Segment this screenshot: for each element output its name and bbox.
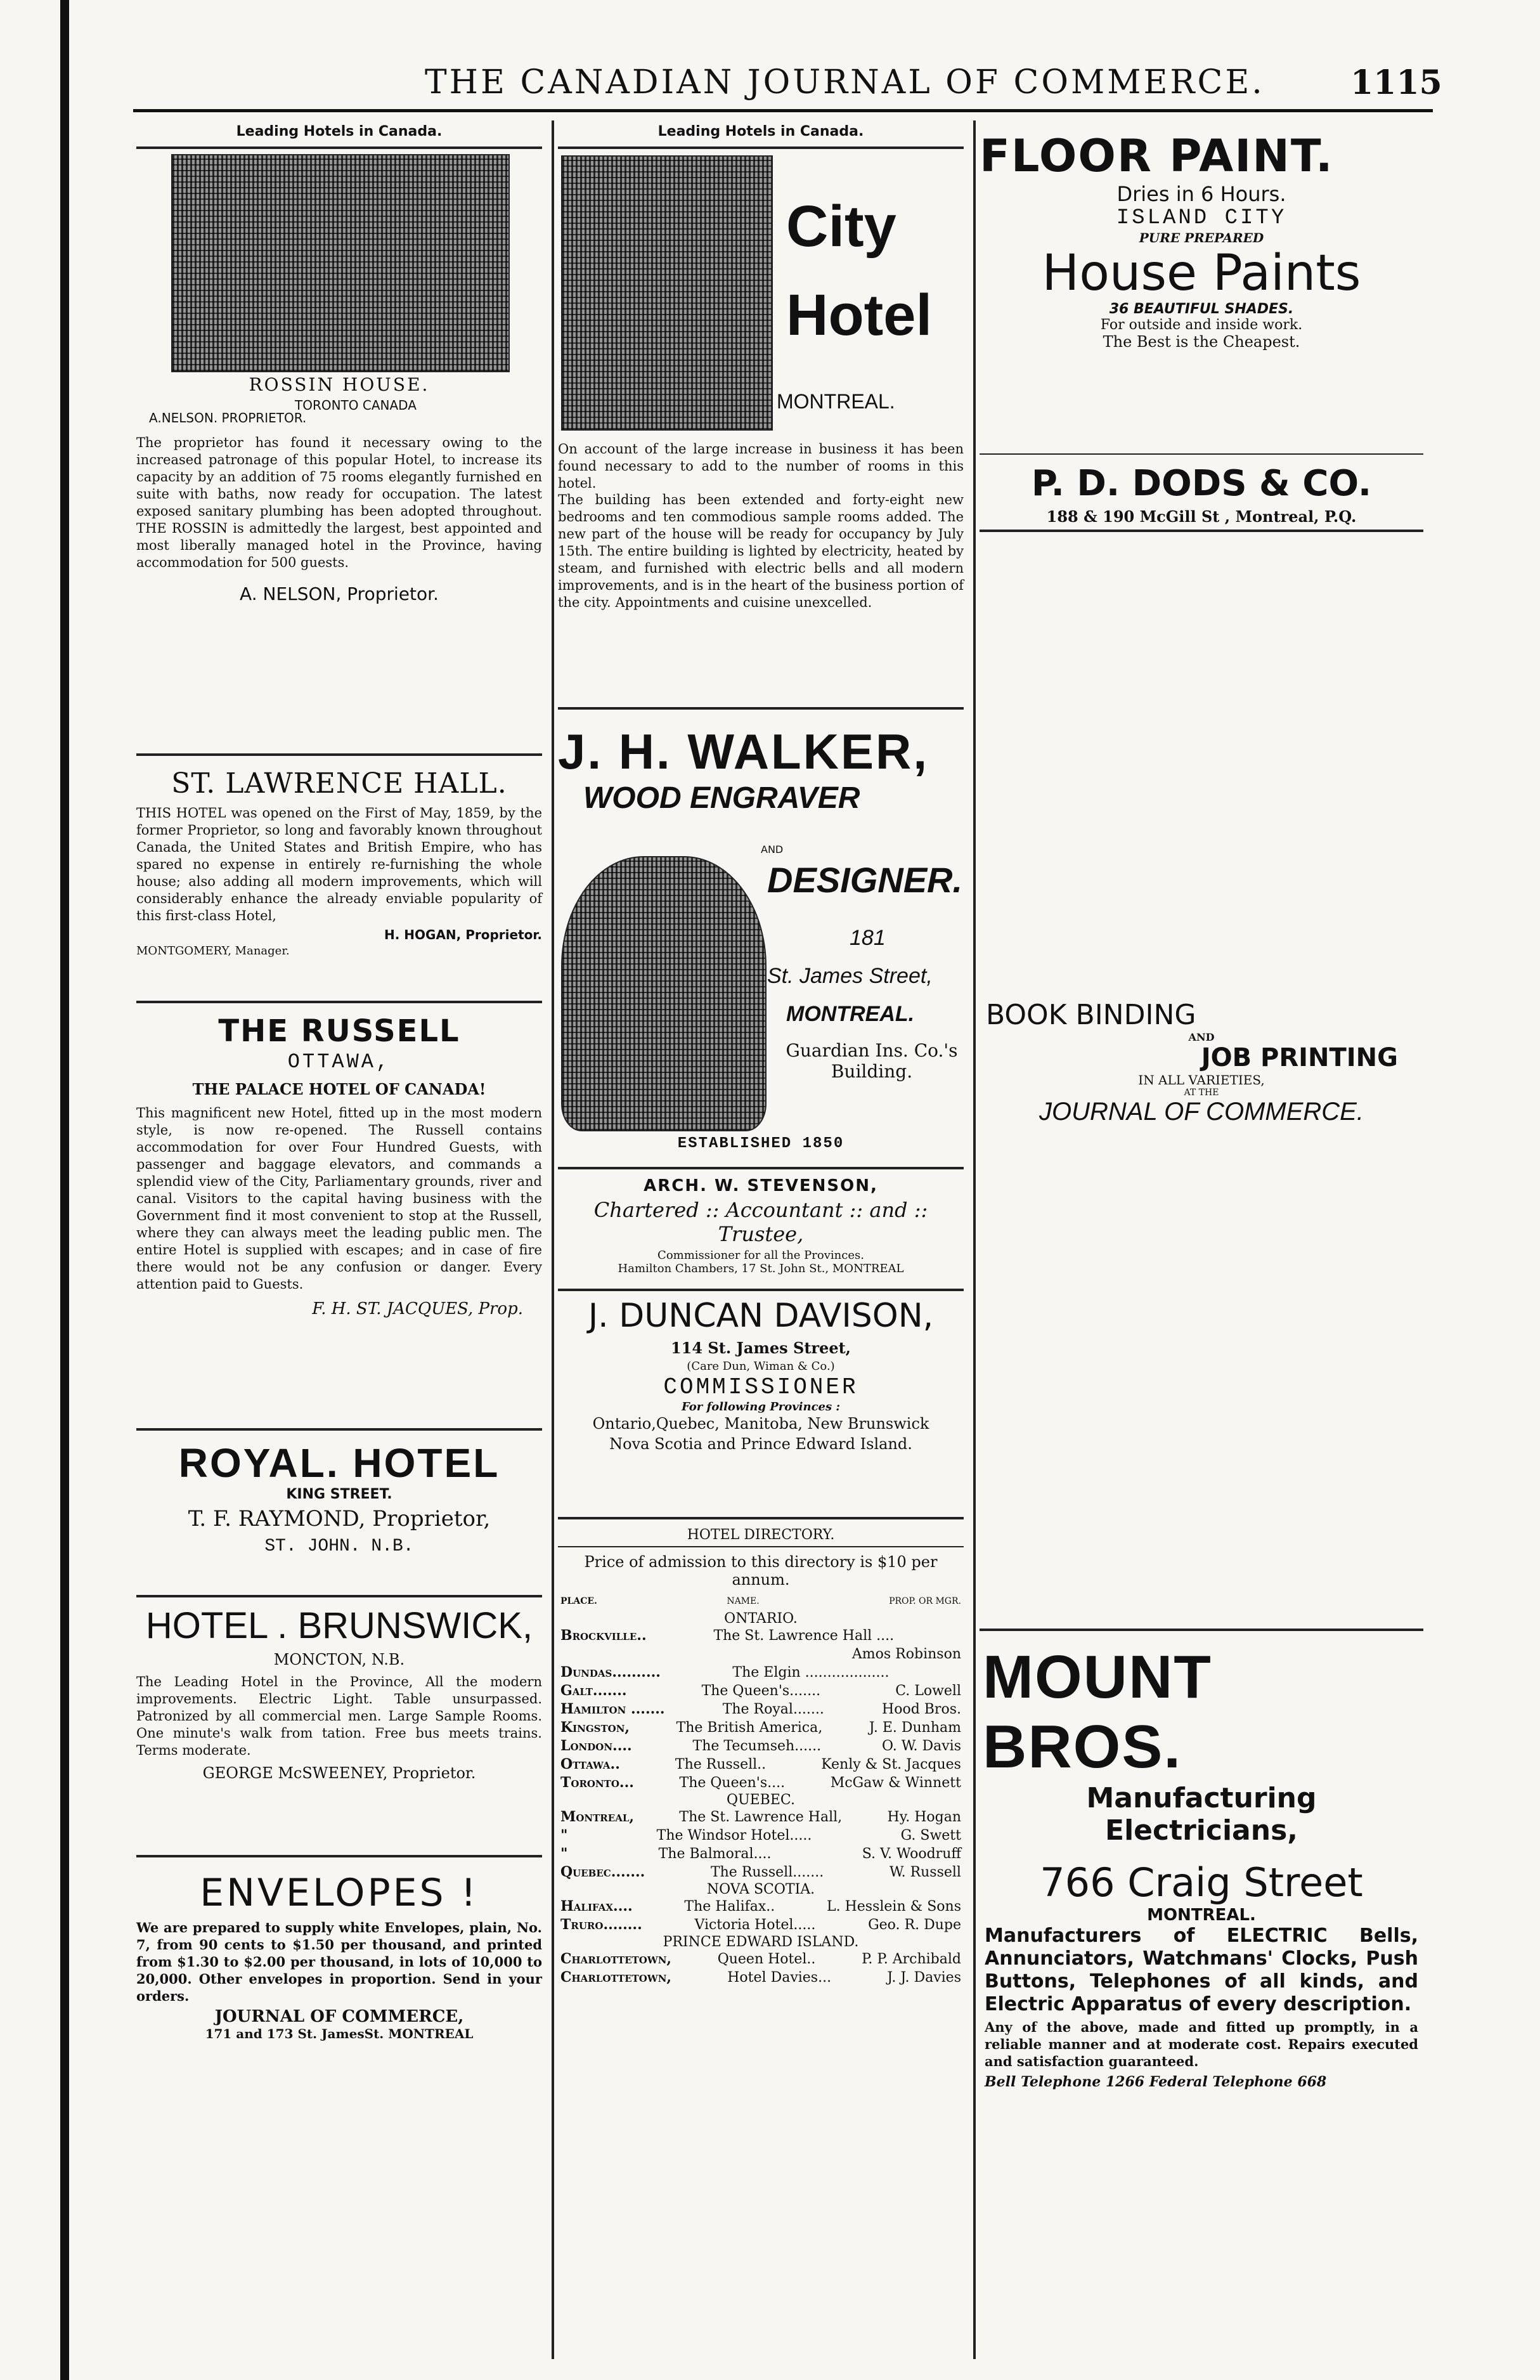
hotel-name-city: City bbox=[786, 194, 896, 259]
directory-cell: The Russell.. bbox=[675, 1757, 767, 1772]
directory-row bbox=[560, 1897, 961, 1916]
scan-edge bbox=[60, 0, 69, 2380]
hotel-street: KING STREET. bbox=[286, 1486, 392, 1502]
directory-cell: Hotel Davies... bbox=[727, 1970, 832, 1986]
section-heading: Leading Hotels in Canada. bbox=[236, 124, 443, 140]
engraver-trade-1: WOOD ENGRAVER bbox=[583, 781, 860, 815]
commissioner-title: COMMISSIONER bbox=[663, 1374, 858, 1400]
directory-cell: The Elgin ................... bbox=[732, 1665, 890, 1681]
directory-cell: The Halifax.. bbox=[684, 1899, 775, 1915]
directory-cell: Brockville.. bbox=[560, 1627, 647, 1644]
established: ESTABLISHED 1850 bbox=[677, 1135, 844, 1152]
shades: 36 BEAUTIFUL SHADES. bbox=[1109, 301, 1294, 317]
directory-cell: Charlottetown, bbox=[560, 1951, 672, 1967]
telephone-numbers: Bell Telephone 1266 Federal Telephone 668 bbox=[985, 2074, 1327, 2090]
st-lawrence-hall-ad bbox=[136, 767, 542, 959]
hotel-city: OTTAWA, bbox=[287, 1050, 391, 1074]
st-lawrence-body: THIS HOTEL was opened on the First of May, 1859, by the former Proprietor, so long and favorably known throughout Canada, the United States and British Empire, who has spared no expense in entirely re-furnishing the whole house; also adding all modern improvements, which will considerably enhance the already enviable popularity of this first-class Hotel, bbox=[136, 805, 542, 923]
directory-cell: S. V. Woodruff bbox=[862, 1846, 961, 1862]
directory-cell: Quebec....... bbox=[560, 1864, 645, 1880]
book-binding-ad bbox=[980, 999, 1423, 1126]
directory-row bbox=[560, 1863, 961, 1882]
product-list: Manufacturers of ELECTRIC Bells, Annunciators, Watchmans' Clocks, Push Buttons, Telephones of all kinds, and Electric Apparatus of every description. bbox=[985, 1925, 1418, 2015]
city: MONTREAL. bbox=[786, 1002, 915, 1026]
directory-cell: Kingston, bbox=[560, 1719, 630, 1736]
directory-province: PRINCE EDWARD ISLAND. bbox=[663, 1934, 859, 1950]
russell-hotel-ad bbox=[136, 1013, 542, 1318]
directory-cell: Montreal, bbox=[560, 1809, 635, 1825]
directory-row bbox=[560, 1663, 961, 1682]
dries-label: Dries in 6 Hours. bbox=[1116, 182, 1286, 206]
floor-paint-title: FLOOR PAINT. bbox=[980, 130, 1334, 182]
directory-row bbox=[560, 1737, 961, 1755]
manager: MONTGOMERY, Manager. bbox=[136, 944, 290, 958]
directory-cell: " bbox=[560, 1827, 568, 1844]
mount-bros-ad bbox=[980, 1642, 1423, 2090]
directory-cell: Hood Bros. bbox=[882, 1701, 961, 1717]
varieties: IN ALL VARIETIES, bbox=[1138, 1072, 1265, 1088]
address: 114 St. James Street, bbox=[670, 1339, 851, 1357]
header-rule bbox=[133, 109, 1433, 112]
directory-row bbox=[560, 1755, 961, 1774]
provinces: Ontario,Quebec, Manitoba, New Brunswick Nova Scotia and Prince Edward Island. bbox=[592, 1415, 929, 1453]
rossin-house-engraving bbox=[171, 154, 510, 372]
hotel-sign: ROSSIN HOUSE. bbox=[249, 374, 430, 395]
directory-cell: J. E. Dunham bbox=[869, 1720, 961, 1736]
directory-cell: Galt....... bbox=[560, 1682, 627, 1699]
directory-cell: Queen Hotel.. bbox=[717, 1951, 816, 1967]
engraver-name: J. H. WALKER, bbox=[558, 724, 929, 779]
directory-cell: C. Lowell bbox=[895, 1683, 961, 1699]
directory-cell: Kenly & St. Jacques bbox=[821, 1757, 961, 1772]
proprietor: H. HOGAN, Proprietor. bbox=[384, 927, 542, 942]
hotel-tagline: THE PALACE HOTEL OF CANADA! bbox=[192, 1080, 486, 1098]
floor-paint-ad bbox=[980, 130, 1423, 526]
hotel-name: ROYAL. HOTEL bbox=[178, 1440, 500, 1486]
page-number: 1115 bbox=[1350, 63, 1442, 102]
brand: ISLAND CITY bbox=[1116, 206, 1287, 230]
directory-row bbox=[560, 1808, 961, 1826]
electricians: Electricians, bbox=[1105, 1814, 1298, 1847]
directory-title: HOTEL DIRECTORY. bbox=[687, 1527, 835, 1543]
directory-cell: Dundas.......... bbox=[560, 1664, 661, 1681]
directory-body bbox=[558, 1592, 964, 1987]
company-address: 188 & 190 McGill St , Montreal, P.Q. bbox=[1046, 507, 1357, 526]
job-printing: JOB PRINTING bbox=[1201, 1043, 1398, 1072]
accountant-title: Chartered :: Accountant :: and :: Trustee, bbox=[593, 1198, 928, 1246]
walker-engraver-ad bbox=[558, 723, 964, 1152]
directory-cell: The St. Lawrence Hall .... bbox=[713, 1628, 895, 1644]
directory-header bbox=[560, 1592, 961, 1611]
directory-cell: The Queen's....... bbox=[701, 1683, 821, 1699]
rossin-signature: A. NELSON, Proprietor. bbox=[240, 583, 439, 604]
directory-cell: Victoria Hotel..... bbox=[694, 1917, 816, 1933]
hotel-city: ST. JOHN. N.B. bbox=[264, 1537, 414, 1556]
directory-cell: The Windsor Hotel..... bbox=[656, 1828, 812, 1844]
davison-ad bbox=[558, 1297, 964, 1454]
directory-cell: " bbox=[560, 1845, 568, 1862]
and-label: AND bbox=[1188, 1031, 1215, 1043]
slogan: The Best is the Cheapest. bbox=[1103, 333, 1300, 351]
envelopes-body: We are prepared to supply white Envelopes, plain, No. 7, from 90 cents to $1.50 per thousand, and printed from $1.30 to $2.00 per thousand, in lots of 10,000 to 20,000. Other envelopes in proportion. Send in your orders. bbox=[136, 1920, 542, 2004]
directory-column-header: NAME. bbox=[727, 1596, 760, 1606]
manufacturing: Manufacturing bbox=[1086, 1782, 1317, 1814]
directory-cell: Ottawa.. bbox=[560, 1756, 620, 1772]
directory-cell: O. W. Davis bbox=[882, 1738, 961, 1754]
engraver-trade-2: DESIGNER. bbox=[767, 860, 963, 900]
directory-row bbox=[560, 1950, 961, 1968]
hotel-name: HOTEL . BRUNSWICK, bbox=[145, 1605, 533, 1646]
company-name: P. D. DODS & CO. bbox=[1031, 463, 1372, 504]
directory-cell: The Royal....... bbox=[722, 1701, 824, 1717]
directory-cell: Hamilton ....... bbox=[560, 1701, 665, 1717]
directory-province: ONTARIO. bbox=[724, 1611, 798, 1627]
directory-row bbox=[560, 1774, 961, 1792]
directory-row bbox=[560, 1645, 961, 1663]
directory-cell: Charlottetown, bbox=[560, 1969, 672, 1986]
directory-cell: The Tecumseh...... bbox=[692, 1738, 822, 1754]
hotel-city: MONTREAL. bbox=[777, 390, 895, 413]
accountant-name: ARCH. W. STEVENSON, bbox=[644, 1176, 878, 1195]
service-note: Any of the above, made and fitted up promptly, in a reliable manner and at moderate cost. Repairs executed and satisfaction guaranteed. bbox=[985, 2019, 1418, 2069]
page-header bbox=[95, 57, 1471, 114]
line-1: Commissioner for all the Provinces. bbox=[657, 1249, 864, 1262]
hotel-name: ST. LAWRENCE HALL. bbox=[171, 767, 507, 800]
directory-cell: London.... bbox=[560, 1738, 632, 1754]
directory-cell: The Balmoral.... bbox=[658, 1846, 772, 1862]
stevenson-ad bbox=[558, 1176, 964, 1275]
city-hotel-engraving bbox=[561, 155, 773, 431]
publisher-address: 171 and 173 St. JamesSt. MONTREAL bbox=[205, 2026, 474, 2041]
at-the: AT THE bbox=[1184, 1088, 1219, 1098]
journal-name: JOURNAL OF COMMERCE. bbox=[1039, 1098, 1364, 1126]
city-hotel-ad bbox=[558, 124, 964, 610]
directory-cell: The Queen's.... bbox=[679, 1775, 786, 1791]
directory-cell: G. Swett bbox=[900, 1828, 961, 1844]
product-name: House Paints bbox=[1042, 245, 1361, 302]
rossin-house-ad bbox=[136, 124, 542, 604]
directory-province: QUEBEC. bbox=[727, 1792, 795, 1808]
column-divider bbox=[973, 120, 976, 2359]
envelopes-title: ENVELOPES ! bbox=[200, 1871, 479, 1915]
street-number: 181 bbox=[850, 926, 886, 950]
hotel-location: TORONTO CANADA bbox=[295, 398, 417, 413]
company-name: MOUNT BROS. bbox=[983, 1643, 1212, 1781]
russell-signature: F. H. ST. JACQUES, Prop. bbox=[312, 1299, 523, 1318]
brunswick-body: The Leading Hotel in the Province, All the modern improvements. Electric Light. Table unsurpassed. Patronized by all commercial men. Large Sample Rooms. One minute's walk from tation. Free bus meets trains. Terms moderate. bbox=[136, 1674, 542, 1758]
directory-column-header: PROP. OR MGR. bbox=[889, 1596, 961, 1606]
and-label: AND bbox=[761, 843, 784, 855]
proprietor: T. F. RAYMOND, Proprietor, bbox=[188, 1506, 491, 1531]
provinces-label: For following Provinces : bbox=[681, 1400, 841, 1414]
hotel-name-hotel: Hotel bbox=[786, 283, 932, 348]
directory-cell: L. Hesslein & Sons bbox=[827, 1899, 961, 1915]
directory-cell: W. Russell bbox=[889, 1864, 961, 1880]
directory-column-header: PLACE. bbox=[560, 1596, 597, 1606]
directory-row bbox=[560, 1700, 961, 1719]
line-2: Hamilton Chambers, 17 St. John St., MONTREAL bbox=[618, 1262, 904, 1275]
building: Guardian Ins. Co.'s Building. bbox=[786, 1040, 958, 1082]
directory-row bbox=[560, 1826, 961, 1845]
journal-title: THE CANADIAN JOURNAL OF COMMERCE. bbox=[425, 63, 1265, 101]
directory-province: NOVA SCOTIA. bbox=[706, 1882, 815, 1897]
directory-row bbox=[560, 1682, 961, 1700]
royal-hotel-ad bbox=[136, 1440, 542, 1556]
directory-price: Price of admission to this directory is $10 per annum. bbox=[584, 1553, 938, 1589]
hotel-name: THE RUSSELL bbox=[218, 1013, 460, 1049]
city: MONTREAL. bbox=[1147, 1906, 1256, 1925]
directory-row bbox=[560, 1845, 961, 1863]
usage: For outside and inside work. bbox=[1100, 317, 1303, 333]
directory-cell: The St. Lawrence Hall, bbox=[679, 1809, 843, 1825]
street: St. James Street, bbox=[767, 964, 933, 988]
helmet-engraving bbox=[561, 856, 767, 1131]
hotel-directory bbox=[558, 1527, 964, 1987]
book-binding: BOOK BINDING bbox=[986, 999, 1196, 1031]
russell-body: This magnificent new Hotel, fitted up in the most modern style, is now re-opened. The Russell contains accommodation for over Four Hundred Guests, with passenger and baggage elevators, and commands a splendid view of the City, Parliamentary grounds, river and canal. Visitors to the capital having business with the Government find it most convenient to stop at the Russell, where they can always meet the leading public men. The entire Hotel is supplied with escapes; and in case of fire there would not be any confusion or danger. Every attention paid to Guests. bbox=[136, 1105, 542, 1292]
directory-cell: The British America, bbox=[676, 1720, 823, 1736]
proprietor: GEORGE McSWEENEY, Proprietor. bbox=[202, 1764, 476, 1782]
rossin-body: The proprietor has found it necessary owing to the increased patronage of this popular Hotel, to increase its capacity by an addition of 75 rooms elegantly furnished en suite with baths, now ready for occupation. The latest exposed sanitary plumbing has been adopted throughout. THE ROSSIN is admittedly the largest, best appointed and most liberally managed hotel in the Province, having accommodation for 500 guests. bbox=[136, 435, 542, 570]
directory-cell: Geo. R. Dupe bbox=[868, 1917, 961, 1933]
proprietor-line: A.NELSON. PROPRIETOR. bbox=[149, 410, 307, 426]
directory-cell: Hy. Hogan bbox=[887, 1809, 961, 1825]
directory-cell: P. P. Archibald bbox=[862, 1951, 961, 1967]
directory-row bbox=[560, 1627, 961, 1645]
directory-row bbox=[560, 1968, 961, 1987]
pure-prepared: PURE PREPARED bbox=[1139, 230, 1264, 245]
commissioner-name: J. DUNCAN DAVISON, bbox=[588, 1297, 934, 1335]
directory-cell: Halifax.... bbox=[560, 1898, 633, 1915]
directory-cell: Amos Robinson bbox=[851, 1646, 961, 1662]
column-divider bbox=[552, 120, 554, 2359]
street: 766 Craig Street bbox=[1040, 1859, 1363, 1906]
hotel-city: MONCTON, N.B. bbox=[273, 1651, 405, 1668]
city-hotel-body-2: The building has been extended and forty-eight new bedrooms and ten commodious sample rooms added. The new part of the house will be ready for occupancy by July 15th. The entire building is lighted by electricity, heated by steam, and furnished with electric bells and all modern improvements, and is in the heart of the business portion of the city. Appointments and cuisine unexcelled. bbox=[558, 492, 964, 610]
directory-cell: McGaw & Winnett bbox=[830, 1775, 961, 1791]
directory-cell: The Russell....... bbox=[710, 1864, 824, 1880]
hotel-brunswick-ad bbox=[136, 1604, 542, 1782]
section-heading: Leading Hotels in Canada. bbox=[657, 124, 864, 140]
envelopes-ad bbox=[136, 1871, 542, 2041]
directory-row bbox=[560, 1916, 961, 1934]
directory-cell: J. J. Davies bbox=[887, 1970, 961, 1986]
care-of: (Care Dun, Wiman & Co.) bbox=[687, 1360, 835, 1373]
directory-cell: Truro........ bbox=[560, 1916, 642, 1933]
city-hotel-body-1: On account of the large increase in business it has been found necessary to add to the number of rooms in this hotel. bbox=[558, 441, 964, 491]
directory-cell: Toronto... bbox=[560, 1774, 634, 1791]
publisher: JOURNAL OF COMMERCE, bbox=[214, 2007, 464, 2026]
directory-row bbox=[560, 1719, 961, 1737]
